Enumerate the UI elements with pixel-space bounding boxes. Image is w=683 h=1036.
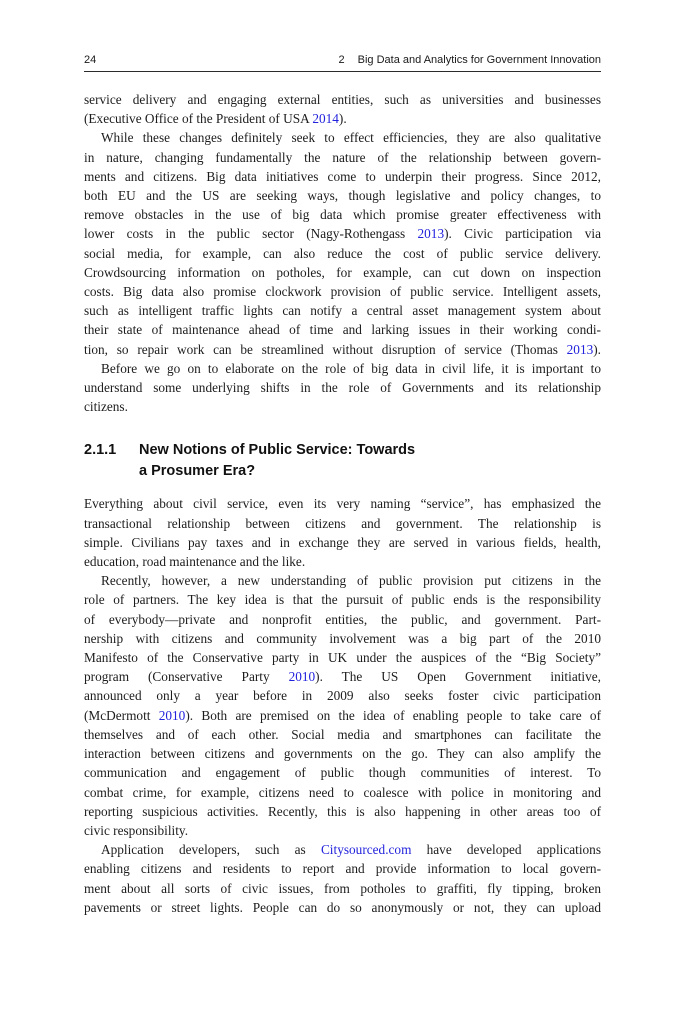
- running-head: [339, 54, 601, 67]
- text-line: service delivery and engaging external entities, such as universities and businesses: [84, 92, 601, 107]
- text-line: enabling citizens and residents to report and provide information to local govern-: [84, 861, 601, 877]
- text-line: their state of maintenance ahead of time and larking issues in their working condi-: [84, 322, 601, 338]
- text-line: combat crime, for example, citizens need to coalesce with police in monitoring and: [84, 784, 601, 800]
- text-line: such as intelligent traffic lights can notify a central asset management system about: [84, 303, 601, 319]
- text-line: tion, so repair work can be streamlined without disruption of service (Thomas 2013).: [84, 341, 601, 357]
- section-title-line2: a Prosumer Era?: [139, 463, 256, 480]
- text-line: announced only a year before in 2009 also seeks foster civic participation: [84, 688, 601, 704]
- text-line: education, road maintenance and the like.: [84, 554, 306, 570]
- paragraph: [84, 90, 601, 128]
- text-line: of everybody—private and nonprofit entities, the public, and government. Part-: [84, 611, 601, 627]
- text-line: understand some underlying shifts in the role of Governments and its relationship: [84, 380, 601, 396]
- citation-link[interactable]: 2010: [288, 669, 316, 685]
- text-line: (McDermott 2010). Both are premised on the idea of enabling people to take care of: [84, 707, 601, 723]
- text-line: Before we go on to elaborate on the role of big data in civil life, it is important to: [101, 360, 601, 376]
- paragraph: [84, 494, 601, 571]
- text-line: transactional relationship between citizens and government. The relationship is: [84, 515, 601, 531]
- text-line: lower costs in the public sector (Nagy-Rothengass 2013). Civic participation via: [84, 226, 601, 242]
- text-line: Recently, however, a new understanding of public provision put citizens in the: [101, 573, 601, 589]
- text-line: While these changes definitely seek to effect efficiencies, they are also qualitative: [101, 130, 601, 146]
- text-line: costs. Big data also promise clockwork provision of public service. Intelligent assets,: [84, 284, 601, 300]
- text-line: citizens.: [84, 399, 128, 415]
- text-line: role of partners. The key idea is that the pursuit of public ends is the responsibility: [84, 592, 601, 608]
- text-line: civic responsibility.: [84, 822, 189, 838]
- paragraph: [84, 128, 601, 358]
- text-line: program (Conservative Party 2010). The US Open Government initiative,: [84, 669, 601, 685]
- text-line: both EU and the US are seeking ways, though legislative and policy changes, to: [84, 188, 601, 204]
- text-line: communication and engagement of public though communities of interest. To: [84, 765, 601, 781]
- citation-link[interactable]: Citysourced.com: [320, 842, 412, 858]
- running-title: Big Data and Analytics for Government Innovation: [357, 54, 601, 66]
- section-title: [139, 440, 415, 482]
- citation-link[interactable]: 2013: [566, 341, 594, 357]
- chapter-number: 2: [338, 54, 345, 66]
- text-line: interaction between citizens and governments on the go. They can also amplify the: [84, 746, 601, 762]
- text-line: social media, for example, can also reduce the cost of public service delivery.: [84, 245, 601, 261]
- section-heading: [84, 440, 601, 482]
- page-body: [84, 90, 601, 917]
- text-line: in nature, changing fundamentally the nature of the relationship between govern-: [84, 149, 601, 165]
- section-number: 2.1.1: [84, 442, 117, 459]
- text-line: simple. Civilians pay taxes and in exchange they are served in various fields, health,: [84, 534, 601, 550]
- citation-link[interactable]: 2014: [312, 111, 339, 127]
- citation-link[interactable]: 2013: [417, 226, 445, 242]
- text-line: reporting suspicious activities. Recently, this is also happening in other areas too of: [84, 803, 601, 819]
- text-line: Crowdsourcing information on potholes, for example, can cut down on inspection: [84, 264, 601, 280]
- page-number: 24: [84, 54, 97, 66]
- page-header: [84, 54, 601, 72]
- text-line: ment about all sorts of civic issues, from potholes to graffiti, fly tipping, broken: [84, 880, 601, 896]
- paragraph: [84, 359, 601, 417]
- text-line: ments and citizens. Big data initiatives come to underpin their progress. Since 2012,: [84, 168, 601, 184]
- text-line: themselves and of each other. Social media and smartphones can facilitate the: [84, 726, 601, 742]
- text-line: Everything about civil service, even its very naming “service”, has emphasized the: [84, 496, 601, 512]
- text-line: nership with citizens and community involvement was a big part of the 2010: [84, 630, 601, 646]
- citation-link[interactable]: 2010: [158, 707, 186, 723]
- text-line: remove obstacles in the use of big data which promise greater effectiveness with: [84, 207, 601, 223]
- text-line: pavements or street lights. People can do so anonymously or not, they can upload: [84, 899, 601, 915]
- paragraph: [84, 571, 601, 840]
- text-line: Manifesto of the Conservative party in UK under the auspices of the “Big Society”: [84, 650, 601, 666]
- text-line: (Executive Office of the President of USA 2014).: [84, 111, 347, 127]
- text-line: Application developers, such as Citysourced.com have developed applications: [101, 842, 601, 858]
- section-title-line1: New Notions of Public Service: Towards: [139, 442, 416, 459]
- paragraph: [84, 840, 601, 917]
